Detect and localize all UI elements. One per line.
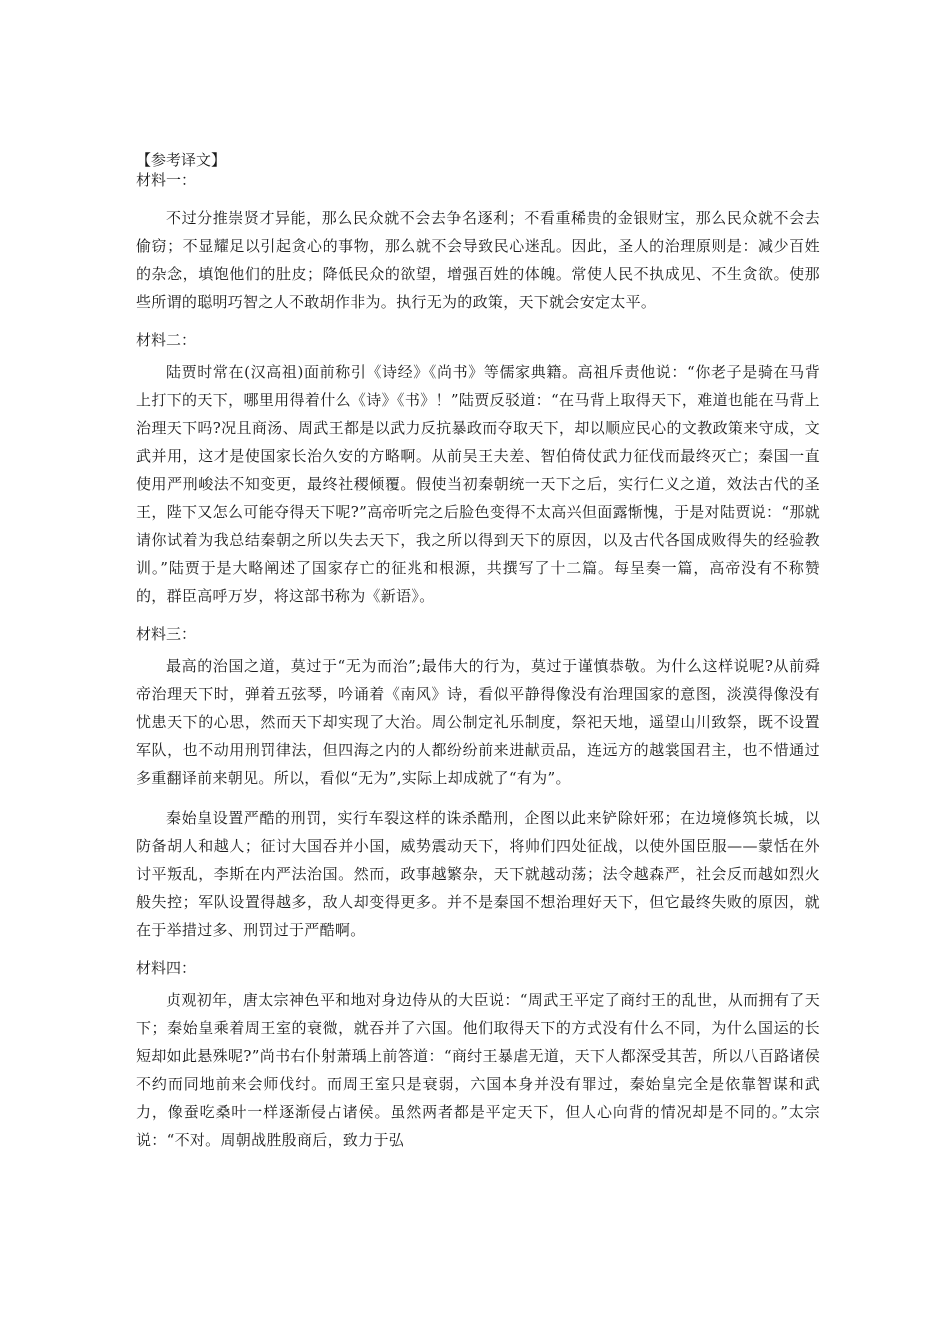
section-label-3: 材料三： xyxy=(136,625,197,643)
section-3-paragraph-1: 最高的治国之道，莫过于“无为而治”;最伟大的行为，莫过于谨慎恭敬。为什么这样说呢?从前舜帝治理天下时，弹着五弦琴，吟诵着《南风》诗，看似平静得像没有治理国家的意图，淡漠得像没有忧患天下的心思，然而天下却实现了大治。周公制定礼乐制度，祭祀天地，遥望山川致祭，既不设置军队，也不动用刑罚律法，但四海之内的人都纷纷前来进献贡品，连远方的越裳国君主，也不惜通过多重翻译前来朝见。所以，看似“无为”,实际上却成就了“有为”。 xyxy=(136,657,820,787)
section-2-paragraph-1: 陆贾时常在(汉高祖)面前称引《诗经》《尚书》等儒家典籍。高祖斥责他说：“你老子是骑在马背上打下的天下，哪里用得着什么《诗》《书》！”陆贾反驳道：“在马背上取得天下，难道也能在马背上治理天下吗?况且商汤、周武王都是以武力反抗暴政而夺取天下，却以顺应民心的文教政策来守成，文武并用，这才是使国家长治久安的方略啊。从前吴王夫差、智伯倚仗武力征伐而最终灭亡；秦国一直使用严刑峻法不知变更，最终社稷倾覆。假使当初秦朝统一天下之后，实行仁义之道，效法古代的圣王，陛下又怎么可能夺得天下呢?”高帝听完之后脸色变得不太高兴但面露惭愧，于是对陆贾说：“那就请你试着为我总结秦朝之所以失去天下，我之所以得到天下的原因，以及古代各国成败得失的经验教训。”陆贾于是大略阐述了国家存亡的征兆和根源，共撰写了十二篇。每呈奏一篇，高帝没有不称赞的，群臣高呼万岁，将这部书称为《新语》。 xyxy=(136,363,820,605)
document-page xyxy=(136,150,820,1154)
section-4-paragraph-1: 贞观初年，唐太宗神色平和地对身边侍从的大臣说：“周武王平定了商纣王的乱世，从而拥有了天下；秦始皇乘着周王室的衰微，就吞并了六国。他们取得天下的方式没有什么不同，为什么国运的长短却如此悬殊呢?”尚书右仆射萧瑀上前答道：“商纣王暴虐无道，天下人都深受其苦，所以八百路诸侯不约而同地前来会师伐纣。而周王室只是衰弱，六国本身并没有罪过，秦始皇完全是依靠智谋和武力，像蚕吃桑叶一样逐渐侵占诸侯。虽然两者都是平定天下，但人心向背的情况却是不同的。”太宗说：“不对。周朝战胜殷商后，致力于弘 xyxy=(136,991,820,1149)
document-heading: 【参考译文】 xyxy=(136,151,227,169)
section-label-4: 材料四： xyxy=(136,959,197,977)
section-label-1: 材料一： xyxy=(136,171,197,189)
section-3-paragraph-2: 秦始皇设置严酷的刑罚，实行车裂这样的诛杀酷刑，企图以此来铲除奸邪；在边境修筑长城，以防备胡人和越人；征讨大国吞并小国，威势震动天下，将帅们四处征战，以使外国臣服——蒙恬在外讨平叛乱，李斯在内严法治国。然而，政事越繁杂，天下就越动荡；法令越森严，社会反而越如烈火般失控；军队设置得越多，敌人却变得更多。并不是秦国不想治理好天下，但它最终失败的原因，就在于举措过多、刑罚过于严酷啊。 xyxy=(136,809,820,939)
section-label-2: 材料二： xyxy=(136,331,197,349)
section-1-paragraph-1: 不过分推崇贤才异能，那么民众就不会去争名逐利；不看重稀贵的金银财宝，那么民众就不会去偷窃；不显耀足以引起贪心的事物，那么就不会导致民心迷乱。因此，圣人的治理原则是：减少百姓的杂念，填饱他们的肚皮；降低民众的欲望，增强百姓的体魄。常使人民不执成见、不生贪欲。使那些所谓的聪明巧智之人不敢胡作非为。执行无为的政策，天下就会安定太平。 xyxy=(136,209,820,311)
